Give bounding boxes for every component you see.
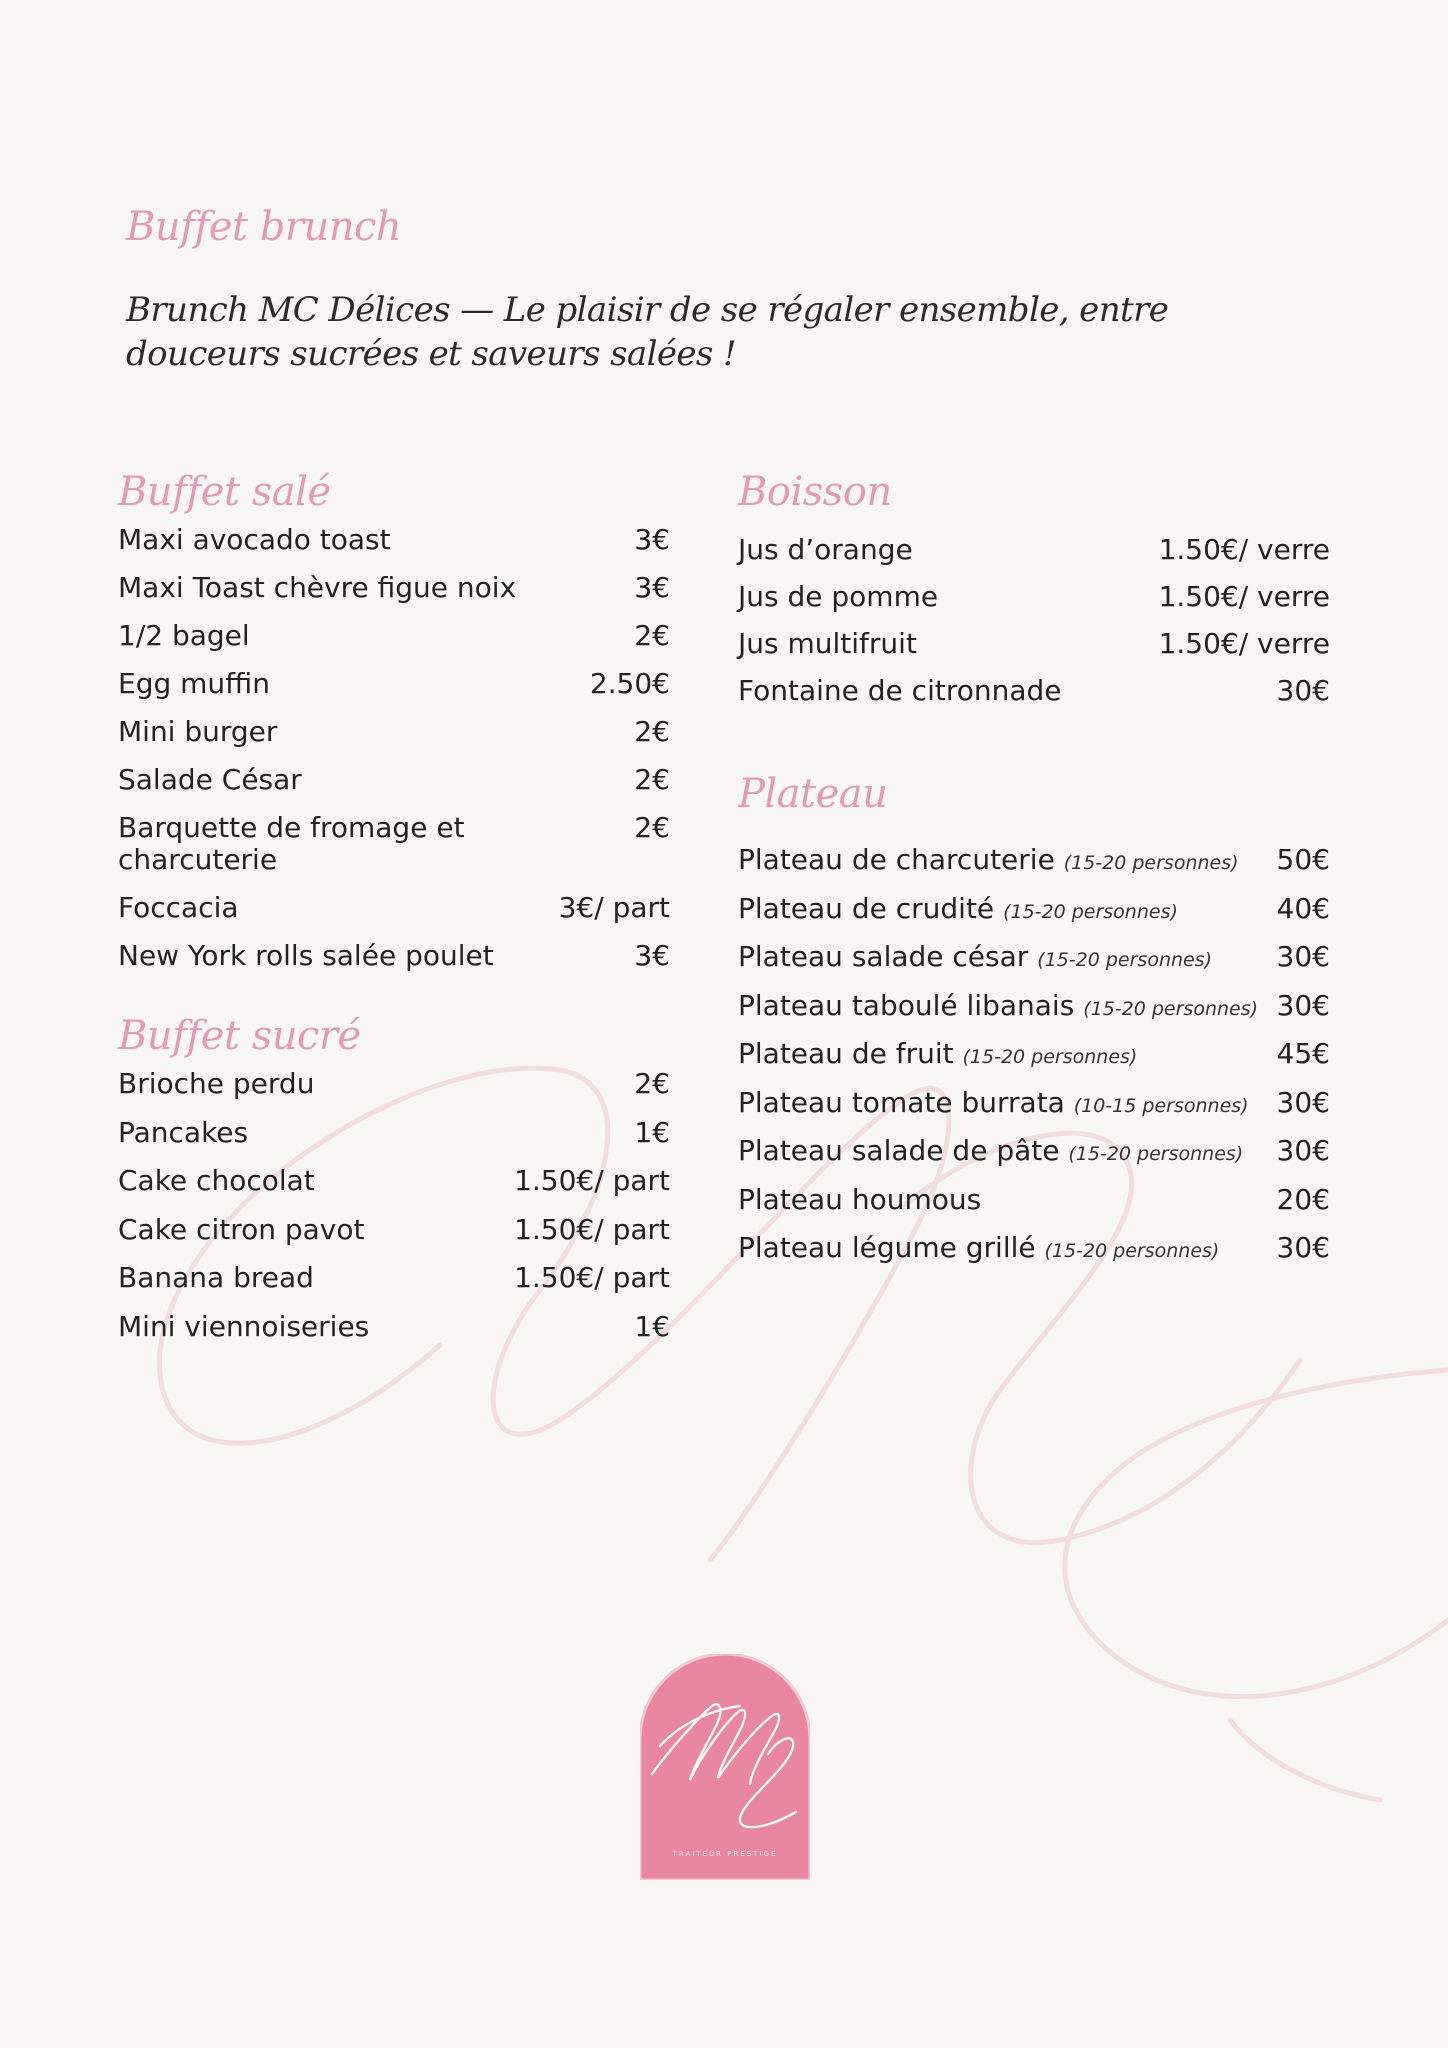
item-note: (15-20 personnes) xyxy=(1037,949,1213,971)
item-name: Plateau légume grillé xyxy=(738,1231,1036,1264)
item-name: Barquette de fromage et charcuterie xyxy=(118,811,465,876)
item-price: 1.50€/ verre xyxy=(1158,627,1330,660)
item-price: 50€ xyxy=(1276,843,1330,876)
item-price: 1€ xyxy=(634,1115,670,1149)
item-name: Brioche perdu xyxy=(118,1067,315,1100)
list-item xyxy=(118,1068,670,1117)
list-item xyxy=(118,524,670,572)
list-item xyxy=(118,764,670,812)
list-item xyxy=(118,940,670,988)
list-item xyxy=(118,716,670,764)
item-name: Plateau salade de pâte xyxy=(738,1134,1060,1167)
drinks-list xyxy=(738,534,1330,722)
trays-list xyxy=(738,844,1330,1281)
list-item xyxy=(118,892,670,940)
list-item xyxy=(738,628,1330,675)
list-item xyxy=(738,1184,1330,1233)
list-item xyxy=(738,1135,1330,1184)
section-title-drinks: Boisson xyxy=(738,469,892,515)
logo-tagline: TRAITEUR PRESTIGE xyxy=(672,1850,778,1858)
item-price: 2€ xyxy=(634,1067,670,1100)
item-price: 40€ xyxy=(1276,891,1330,925)
list-item xyxy=(738,1232,1330,1281)
item-price: 1.50€/ verre xyxy=(1158,533,1330,566)
item-name: Salade César xyxy=(118,763,302,796)
item-price: 2€ xyxy=(634,763,670,796)
item-price: 3€ xyxy=(634,523,670,556)
item-price: 2€ xyxy=(634,619,670,652)
section-title-trays: Plateau xyxy=(738,771,888,817)
item-price: 30€ xyxy=(1276,1134,1330,1167)
item-name: Jus d’orange xyxy=(738,533,913,566)
item-price: 30€ xyxy=(1276,1085,1330,1119)
item-name: Pancakes xyxy=(118,1115,249,1149)
list-item xyxy=(118,1117,670,1166)
item-price: 2.50€ xyxy=(589,667,670,700)
item-price: 1€ xyxy=(634,1309,670,1343)
item-price: 2€ xyxy=(634,811,670,844)
item-price: 1.50€/ part xyxy=(514,1164,670,1197)
list-item xyxy=(738,534,1330,581)
item-name: Plateau de fruit xyxy=(738,1037,954,1070)
section-title-salty: Buffet salé xyxy=(118,469,331,515)
item-name: Mini burger xyxy=(118,715,278,748)
right-column xyxy=(738,462,1330,1281)
item-price: 30€ xyxy=(1276,1231,1330,1264)
item-name: Maxi avocado toast xyxy=(118,523,391,556)
list-item xyxy=(738,893,1330,942)
list-item xyxy=(118,1165,670,1214)
list-item xyxy=(738,844,1330,893)
item-price: 2€ xyxy=(634,715,670,748)
salty-list xyxy=(118,524,670,988)
item-name: Mini viennoiseries xyxy=(118,1309,370,1343)
item-name: Maxi Toast chèvre figue noix xyxy=(118,571,517,604)
item-name: Egg muffin xyxy=(118,667,270,700)
item-price: 20€ xyxy=(1276,1182,1330,1216)
item-name: Jus multifruit xyxy=(738,627,917,660)
item-note: (15-20 personnes) xyxy=(1063,852,1239,874)
list-item xyxy=(118,620,670,668)
intro-text: Brunch MC Délices — Le plaisir de se régaler ensemble, entre douceurs sucrées et saveurs salées ! xyxy=(126,290,1169,374)
list-item xyxy=(118,572,670,620)
list-item xyxy=(738,941,1330,990)
item-name: Plateau taboulé libanais xyxy=(738,988,1075,1022)
page-title: Buffet brunch xyxy=(126,204,402,250)
list-item xyxy=(738,1087,1330,1136)
item-price: 1.50€/ verre xyxy=(1158,580,1330,613)
sweet-list xyxy=(118,1068,670,1359)
item-name: Foccacia xyxy=(118,891,239,924)
item-name: New York rolls salée poulet xyxy=(118,939,494,972)
item-name: Fontaine de citronnade xyxy=(738,674,1062,707)
item-note: (10-15 personnes) xyxy=(1073,1094,1249,1117)
item-name: Jus de pomme xyxy=(738,580,939,613)
item-name: Cake citron pavot xyxy=(118,1212,365,1246)
item-name: Cake chocolat xyxy=(118,1164,315,1197)
list-item xyxy=(738,581,1330,628)
list-item xyxy=(738,990,1330,1039)
item-name: 1/2 bagel xyxy=(118,619,250,652)
item-note: (15-20 personnes) xyxy=(1068,1143,1244,1165)
item-note: (15-20 personnes) xyxy=(1044,1240,1220,1262)
list-item xyxy=(738,1038,1330,1087)
item-price: 3€/ part xyxy=(558,891,670,924)
left-column xyxy=(118,462,670,1359)
item-name: Plateau de crudité xyxy=(738,891,995,925)
list-item xyxy=(118,1262,670,1311)
list-item xyxy=(738,675,1330,722)
item-price: 30€ xyxy=(1276,674,1330,707)
item-price: 1.50€/ part xyxy=(514,1261,670,1294)
item-price: 3€ xyxy=(634,939,670,972)
item-price: 30€ xyxy=(1276,988,1330,1022)
item-price: 45€ xyxy=(1276,1037,1330,1070)
item-price: 30€ xyxy=(1276,940,1330,973)
item-name: Banana bread xyxy=(118,1261,314,1294)
mc-logo xyxy=(640,1654,810,1880)
item-name: Plateau tomate burrata xyxy=(738,1085,1065,1119)
item-price: 1.50€/ part xyxy=(514,1212,670,1246)
list-item xyxy=(118,668,670,716)
item-name: Plateau de charcuterie xyxy=(738,843,1055,876)
item-name: Plateau houmous xyxy=(738,1182,982,1216)
item-note: (15-20 personnes) xyxy=(1083,997,1259,1020)
section-title-sweet: Buffet sucré xyxy=(118,1013,361,1059)
item-price: 3€ xyxy=(634,571,670,604)
item-note: (15-20 personnes) xyxy=(962,1046,1138,1068)
item-name: Plateau salade césar xyxy=(738,940,1029,973)
list-item xyxy=(118,812,670,892)
list-item xyxy=(118,1311,670,1360)
item-note: (15-20 personnes) xyxy=(1003,900,1178,923)
list-item xyxy=(118,1214,670,1263)
